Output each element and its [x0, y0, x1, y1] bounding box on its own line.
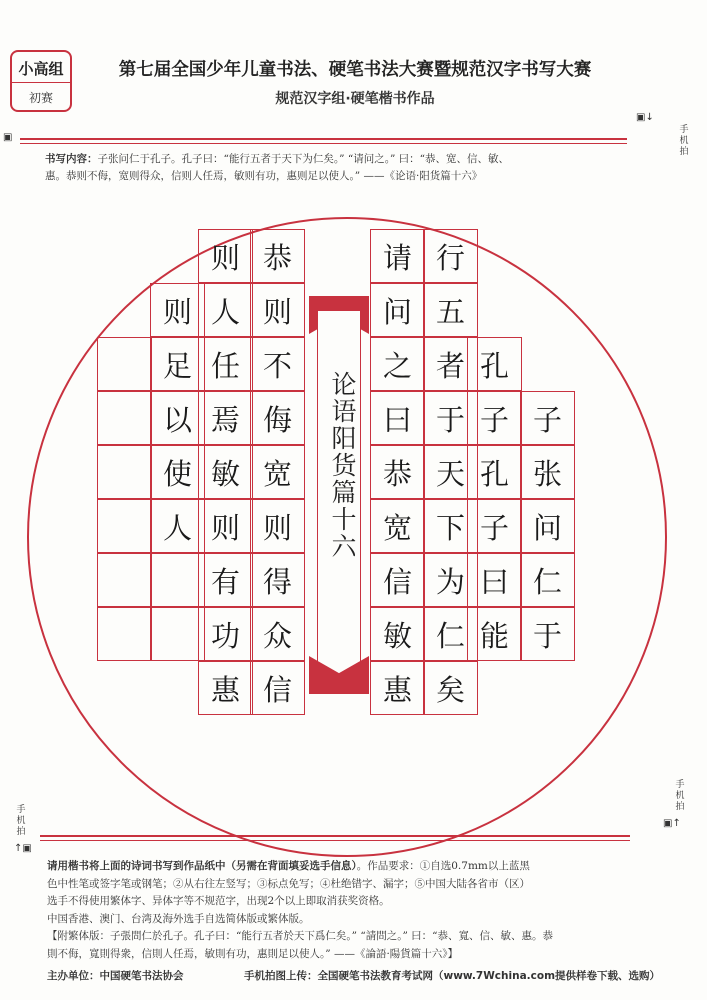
requirements-line-2: 色中性笔或签字笔或钢笔；②从右往左竖写；③标点免写；④杜绝错字、漏字；⑤中国大陆各省市（区）: [47, 877, 530, 890]
scroll-body: [317, 310, 361, 680]
grid-cell: 问: [370, 283, 425, 337]
grid-cell: 有: [198, 553, 253, 607]
grid-cell: 则: [198, 499, 253, 553]
requirements-line-6: 則不侮，寬則得衆，信則人任焉，敏則有功，惠則足以使人。” ——《論語·陽貨篇十六》】: [47, 947, 459, 960]
grid-cell: 天: [423, 445, 478, 499]
grid-cell: 人: [198, 283, 253, 337]
grid-cell: 功: [198, 607, 253, 661]
grid-cell: 信: [250, 661, 305, 715]
grid-cell: 者: [423, 337, 478, 391]
grid-cell: 则: [250, 499, 305, 553]
writing-content: [45, 151, 615, 185]
grid-cell: 惠: [198, 661, 253, 715]
grid-cell: 侮: [250, 391, 305, 445]
header-divider-thin: [20, 143, 627, 144]
grid-cell: 曰: [467, 553, 522, 607]
grid-cell: 则: [198, 229, 253, 283]
grid-cell: [97, 553, 152, 607]
camera-upload-icon-left: ↑▣: [14, 843, 32, 854]
phone-shoot-label-right: 手机拍: [675, 780, 685, 812]
requirements-line-5: 【附繁体版：子張問仁於孔子。孔子曰：“能行五者於天下爲仁矣。” “請問之。” 曰：“恭、寬、信、敏、惠。恭: [47, 930, 554, 942]
grid-cell: 为: [423, 553, 478, 607]
grid-cell: 孔: [467, 445, 522, 499]
grid-cell: 不: [250, 337, 305, 391]
grid-cell: 张: [520, 445, 575, 499]
group-badge: [10, 50, 72, 112]
grid-cell: 能: [467, 607, 522, 661]
grid-cell: 宽: [370, 499, 425, 553]
grid-cell: 得: [250, 553, 305, 607]
grid-cell: 行: [423, 229, 478, 283]
grid-cell: 使: [150, 445, 205, 499]
grid-cell: 子: [467, 499, 522, 553]
grid-cell: 于: [423, 391, 478, 445]
footer-divider: [40, 835, 630, 837]
requirements-block: [47, 858, 667, 963]
grid-cell: 众: [250, 607, 305, 661]
grid-cell: 以: [150, 391, 205, 445]
grid-cell: 矣: [423, 661, 478, 715]
grid-cell: 之: [370, 337, 425, 391]
requirements-line-1: 。作品要求：①自选0.7mm以上蓝黑: [356, 860, 530, 872]
grid-cell: 任: [198, 337, 253, 391]
content-line-2: 惠。恭则不侮，宽则得众，信则人任焉，敏则有功，惠则足以使人。” ——《论语·阳货篇十六》: [45, 170, 483, 182]
camera-download-icon: ▣↓: [636, 112, 654, 123]
grid-cell: [97, 445, 152, 499]
grid-cell: 宽: [250, 445, 305, 499]
title-scroll: [309, 296, 369, 694]
phone-shoot-label-top: 手机拍: [679, 125, 689, 157]
camera-icon: ▣: [3, 132, 13, 143]
content-line-1: 子张问仁于孔子。孔子曰：“能行五者于天下为仁矣。” “请问之。” 曰：“恭、宽、信、敏、: [97, 153, 510, 165]
grid-cell: 仁: [423, 607, 478, 661]
grid-cell: 仁: [520, 553, 575, 607]
grid-cell: 问: [520, 499, 575, 553]
grid-cell: 于: [520, 607, 575, 661]
grid-cell: 子: [467, 391, 522, 445]
grid-cell: 子: [520, 391, 575, 445]
page-subtitle: 规范汉字组·硬笔楷书作品: [275, 91, 435, 107]
page-title: 第七届全国少年儿童书法、硬笔书法大赛暨规范汉字书写大赛: [118, 60, 592, 80]
footer-divider-thin: [40, 840, 630, 841]
grid-cell: [97, 499, 152, 553]
grid-cell: [150, 607, 205, 661]
grid-cell: [97, 391, 152, 445]
grid-cell: 信: [370, 553, 425, 607]
round-label: 初赛: [28, 91, 53, 105]
grid-cell: 恭: [370, 445, 425, 499]
grid-cell: 惠: [370, 661, 425, 715]
grid-cell: 请: [370, 229, 425, 283]
grid-cell: 曰: [370, 391, 425, 445]
grid-cell: 恭: [250, 229, 305, 283]
requirements-lead: 请用楷书将上面的诗词书写到作品纸中（另需在背面填妥选手信息）: [47, 860, 357, 872]
scroll-title-text: 论语阳货篇十六: [328, 371, 357, 560]
camera-upload-icon-right: ▣↑: [663, 818, 681, 829]
grid-cell: 则: [150, 283, 205, 337]
grid-cell: 敏: [370, 607, 425, 661]
grid-cell: 敏: [198, 445, 253, 499]
grid-cell: 人: [150, 499, 205, 553]
requirements-line-4: 中国香港、澳门、台湾及海外选手自选简体版或繁体版。: [47, 912, 310, 925]
grid-cell: 则: [250, 283, 305, 337]
grid-cell: [97, 337, 152, 391]
grid-cell: 焉: [198, 391, 253, 445]
grid-cell: [97, 607, 152, 661]
phone-shoot-label-left: 手机拍: [16, 805, 26, 837]
upload-text: 手机拍图上传：全国硬笔书法教育考试网（www.7Wchina.com提供样卷下载、选购）: [244, 970, 661, 982]
grid-cell: 五: [423, 283, 478, 337]
requirements-line-3: 选手不得使用繁体字、异体字等不规范字，出现2个以上即取消获奖资格。: [47, 895, 390, 907]
grid-cell: 孔: [467, 337, 522, 391]
content-label: 书写内容：: [45, 153, 98, 165]
organizer-text: 主办单位：中国硬笔书法协会: [47, 970, 184, 982]
grid-cell: 下: [423, 499, 478, 553]
grid-cell: 足: [150, 337, 205, 391]
group-label: 小高组: [12, 56, 70, 83]
header-divider: [20, 138, 627, 140]
grid-cell: [150, 553, 205, 607]
